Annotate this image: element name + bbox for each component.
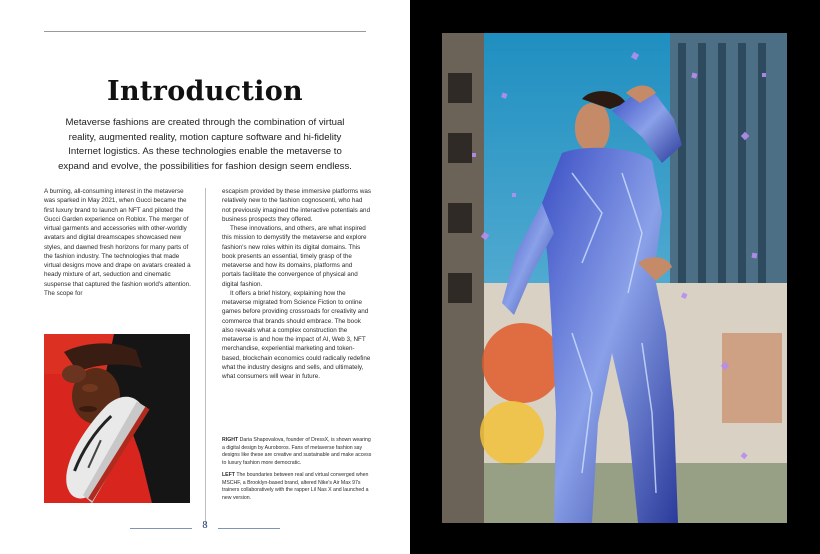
folio-rule-right	[218, 528, 280, 529]
caption-lead: LEFT	[222, 472, 235, 478]
caption-left-photo	[222, 472, 372, 502]
top-rule	[44, 31, 366, 32]
caption-text: Daria Shapovalova, founder of DressX, is shown wearing a digital design by Auroboros. Fans of metaverse fashion say designs like these are creative and sustainable and make access to luxury fashion more democratic.	[222, 437, 372, 466]
sneaker-photo	[44, 334, 190, 503]
lede-paragraph: Metaverse fashions are created through the combination of virtual reality, augmented reality, motion capture software and hi-fidelity Internet logistics. As these technologies enable the metaverse to expand and evolve, the possibilities for fashion design seem endless.	[58, 117, 352, 172]
folio-rule-left	[130, 528, 192, 529]
body-paragraph: It offers a brief history, explaining how the metaverse migrated from Science Fiction to online games before providing crossroads for creativity and commerce that brands should embrace. The book also reveals what a complex construction the metaverse is and how the impact of AI, Web 3, NFT merchandise, experiential marketing and token-based, blockchain economics could radically redefine what the industry designs and sells, and ultimately, what consumers will wear in future.	[222, 289, 371, 380]
body-column-right	[222, 187, 372, 381]
body-paragraph: A burning, all-consuming interest in the metaverse was sparked in May 2021, when Gucci became the first luxury brand to launch an NFT and piloted the Gucci Garden experience on Roblox. The merger of virtual garments and accessories with other-worldly avatars and digital dreamscapes showcased new styles, and dawned fresh horizons for many parts of the fashion industry. The technologies that made virtual designs move and drape on avatars created a heady mixture of art, seduction and cinematic suspense that captured the fashion world's attention. The scope for	[44, 188, 191, 297]
page-number: 8	[202, 521, 208, 531]
column-divider	[205, 188, 206, 526]
body-paragraph: escapism provided by these immersive platforms was relatively new to the fashion cognoscenti, who had not previously imagined the interactive potentials and business prospects they offered.	[222, 188, 372, 223]
digital-fashion-photo-illustration	[442, 33, 787, 523]
body-paragraph: These innovations, and others, are what inspired this mission to demystify the metaverse and explore fashion's new roles within its digital domains. This book presents an essential, timely grasp of the metaverse and how its domains, platforms and portals facilitate the convergence of physical and digital fashion.	[222, 225, 367, 288]
caption-lead: RIGHT	[222, 437, 239, 443]
caption-text: The boundaries between real and virtual converged when MSCHF, a Brooklyn-based brand, altered Nike's Air Max 97s trainers collaboratively with the rapper Lil Nas X and launched a new version.	[222, 472, 369, 501]
caption-right-photo	[222, 437, 372, 467]
body-column-left	[44, 187, 194, 298]
page-title: Introduction	[107, 76, 303, 107]
sneaker-photo-illustration	[44, 334, 190, 503]
digital-fashion-photo	[442, 33, 787, 523]
